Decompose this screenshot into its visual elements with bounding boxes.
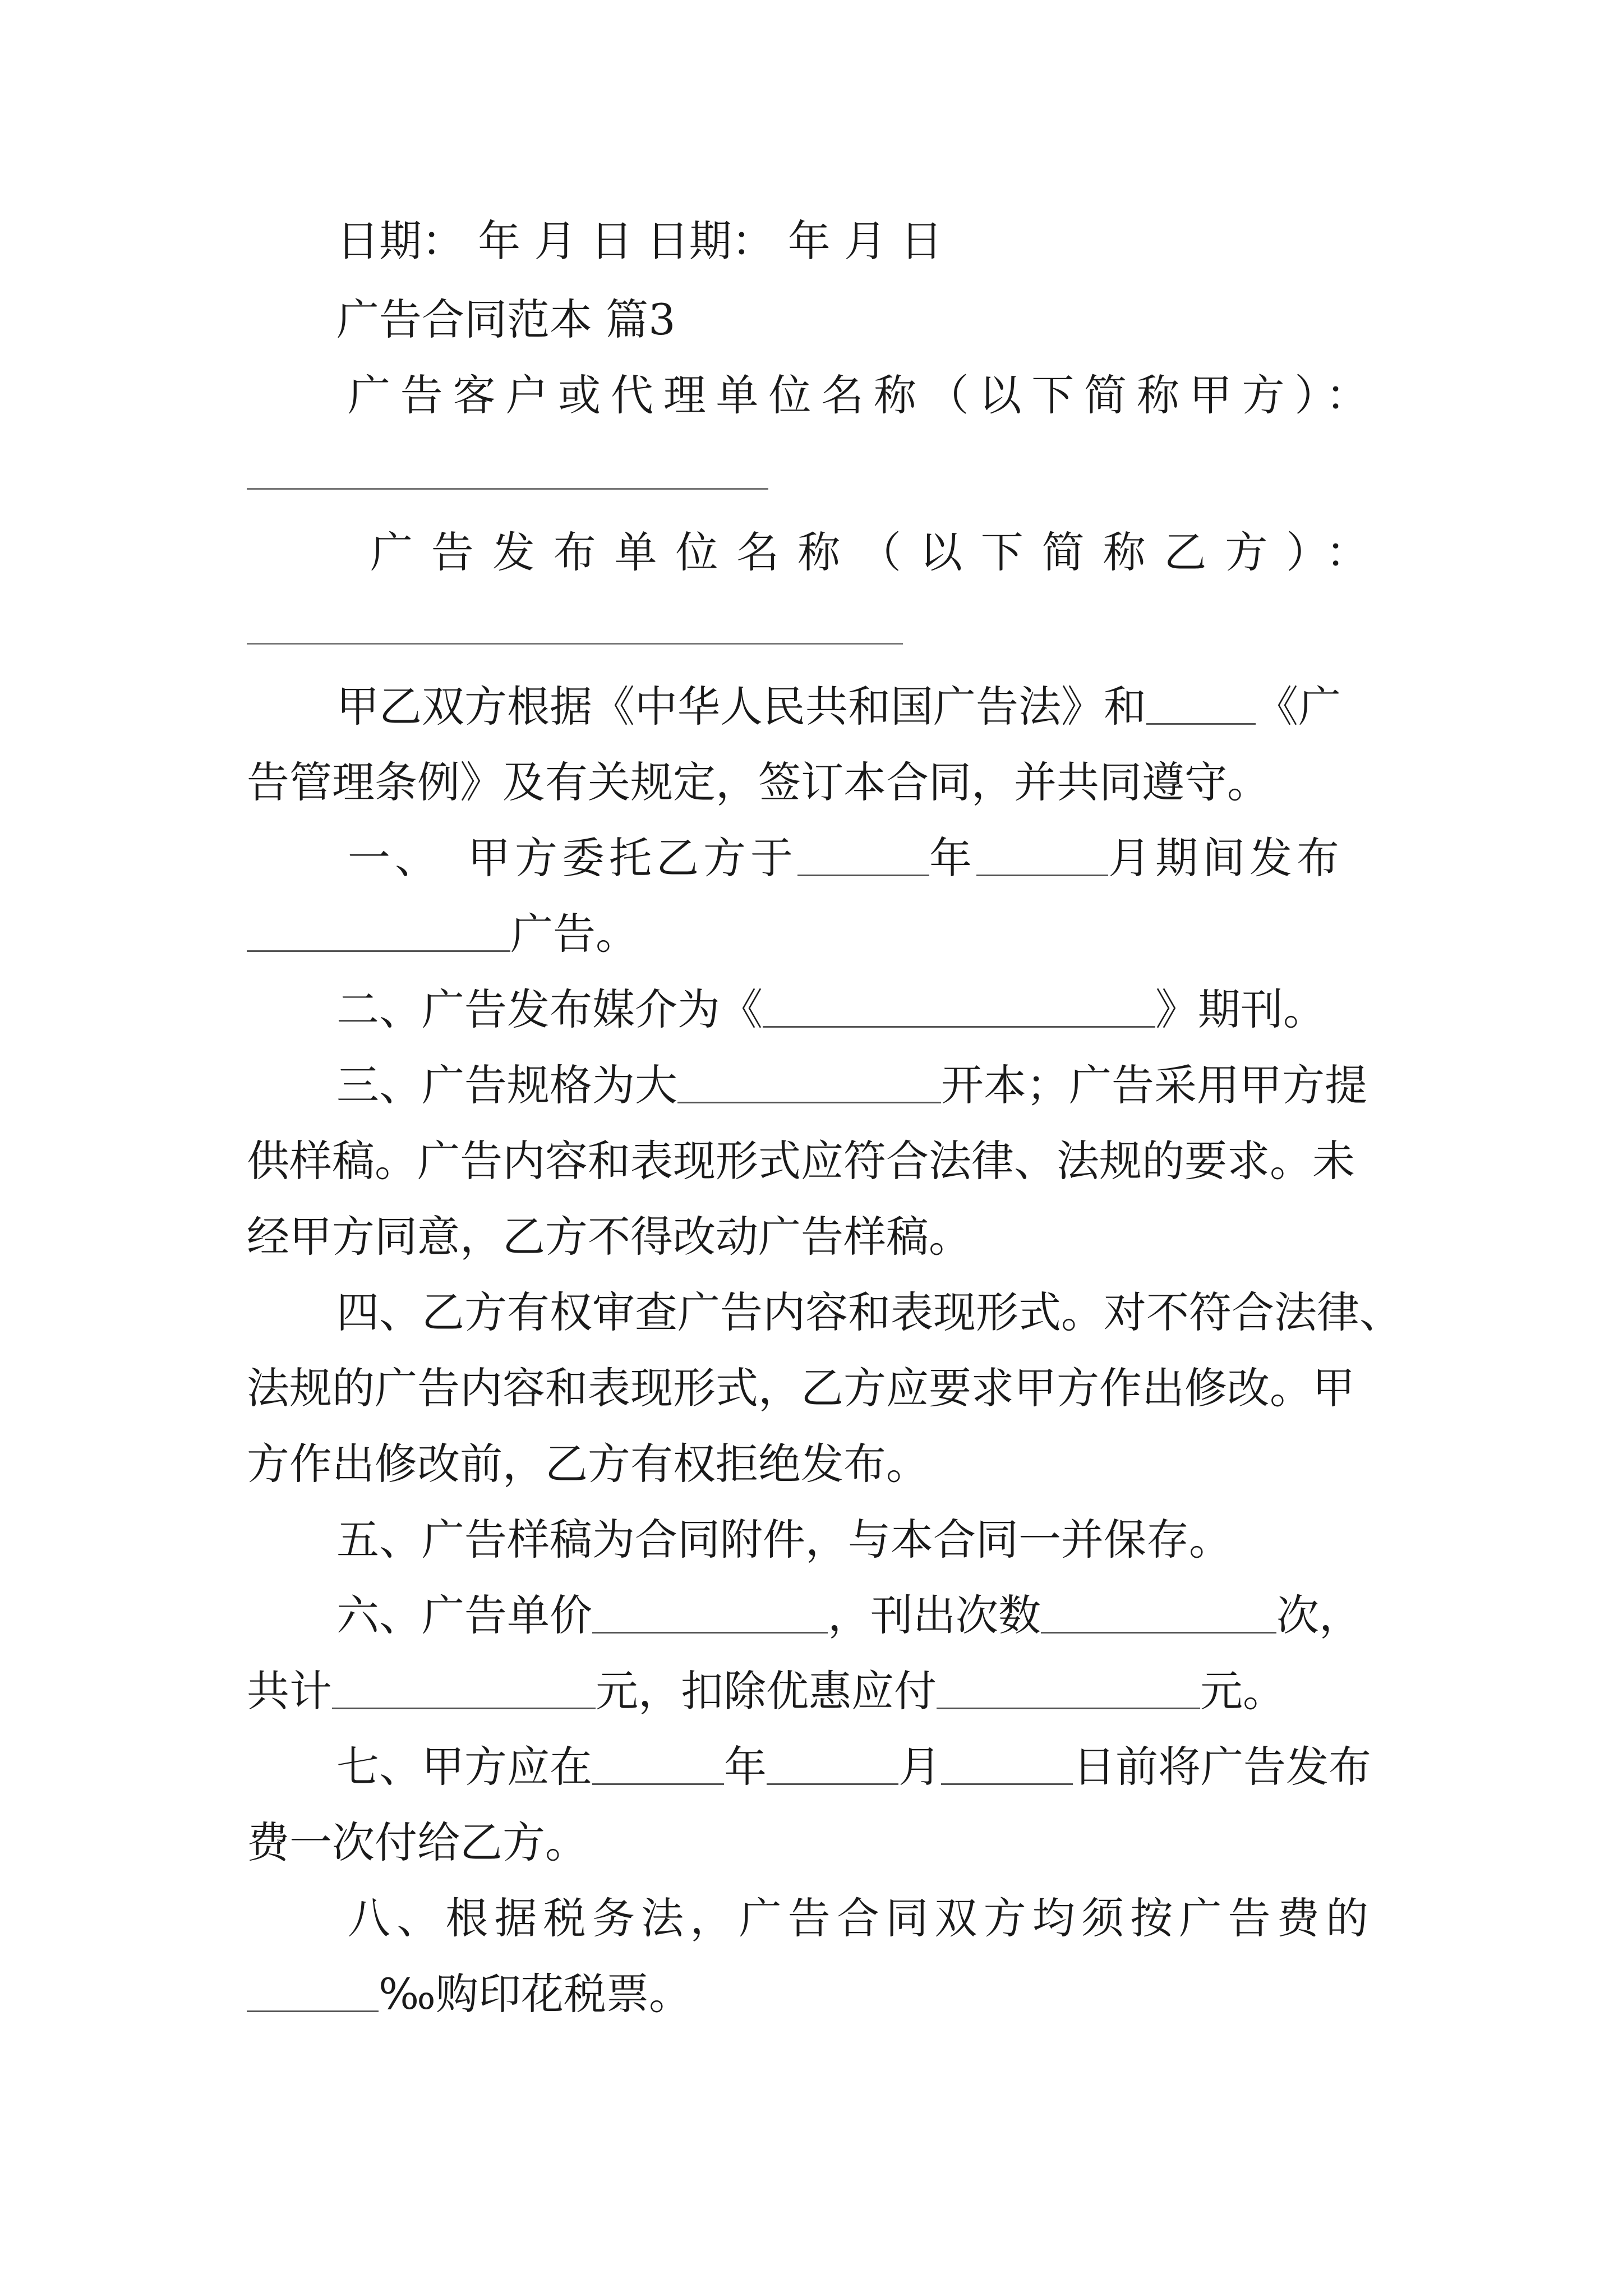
clause-2 [336, 982, 1481, 1038]
clause-6-text-c: 次， [1276, 1590, 1362, 1640]
intro-blank [1146, 684, 1256, 725]
intro-line-2: 告管理条例》及有关规定，签订本合同，并共同遵守。 [247, 757, 1270, 807]
clause-6-blank-payable [937, 1668, 1200, 1709]
clause-8-blank-rate [247, 1971, 379, 2012]
clause-6-text-a: 六、广告单价 [336, 1590, 592, 1640]
clause-3-text-b: 开本；广告采用甲方提 [941, 1060, 1367, 1110]
clause-3-line-1 [336, 1057, 1481, 1114]
clause-1-text-b: 年 [929, 833, 976, 883]
clause-4-line-3: 方作出修改前，乙方有权拒绝发布。 [247, 1439, 929, 1489]
clause-8-line-2 [247, 1966, 1391, 2022]
party-b-blank [247, 643, 903, 645]
party-a-line: 广告客户或代理单位名称（以下简称甲方）： [348, 370, 1368, 420]
clause-1-text-c: 月期间发布 [1108, 833, 1344, 883]
clause-4-line-1: 四、乙方有权审查广告内容和表现形式。对不符合法律、 [336, 1287, 1402, 1337]
clause-3-line-3: 经甲方同意，乙方不得改动广告样稿。 [247, 1212, 971, 1262]
date-line: 日期： 年 月 日 日期： 年 月 日 [336, 216, 943, 266]
clause-6-line-2 [247, 1663, 1391, 1719]
clause-7-text-a: 七、甲方应在 [336, 1742, 592, 1792]
clause-2-text-b: 》期刊。 [1155, 984, 1326, 1034]
clause-6-line-1 [336, 1588, 1481, 1644]
clause-2-blank [763, 987, 1155, 1028]
clause-1-line-1 [348, 830, 1492, 886]
party-b-line: 广告发布单位名称（以下简称乙方）： [370, 527, 1368, 577]
clause-1-line-2 [247, 906, 1391, 962]
clause-8-text: ‰购印花税票。 [379, 1969, 691, 2019]
clause-6-text-b: ，刊出次数 [828, 1590, 1041, 1640]
clause-6-blank-price [592, 1593, 828, 1634]
clause-4-line-2: 法规的广告内容和表现形式，乙方应要求甲方作出修改。甲 [247, 1363, 1355, 1413]
clause-7-text-b: 年 [724, 1742, 767, 1792]
clause-6-text-f: 元。 [1200, 1666, 1285, 1716]
clause-7-line-1 [336, 1739, 1481, 1795]
clause-2-text-a: 二、广告发布媒介为《 [336, 984, 763, 1034]
clause-7-text-d: 日前将广告发布 [1073, 1742, 1371, 1792]
clause-6-blank-count [1041, 1593, 1276, 1634]
clause-3-line-2: 供样稿。广告内容和表现形式应符合法律、法规的要求。未 [247, 1136, 1355, 1186]
clause-1-text-a: 一、 甲方委托乙方于 [348, 833, 797, 883]
clause-7-blank-month [767, 1744, 898, 1785]
intro-text-a: 甲乙双方根据《中华人民共和国广告法》和 [336, 682, 1146, 731]
clause-3-blank [677, 1062, 941, 1103]
section-heading: 广告合同范本 篇3 [336, 295, 676, 344]
clause-3-text-a: 三、广告规格为大 [336, 1060, 677, 1110]
clause-1-blank-month [976, 835, 1108, 876]
clause-5: 五、广告样稿为合同附件，与本合同一并保存。 [336, 1515, 1232, 1565]
clause-1-blank-ad [247, 911, 510, 952]
clause-7-line-2: 费一次付给乙方。 [247, 1818, 588, 1867]
party-a-blank [247, 488, 768, 490]
clause-6-text-e: 元，扣除优惠应付 [596, 1666, 937, 1716]
intro-line-1 [336, 679, 1481, 735]
clause-8-line-1: 八、根据税务法，广告合同双方均须按广告费的 [348, 1893, 1368, 1943]
clause-6-text-d: 共计 [247, 1666, 332, 1716]
clause-7-blank-year [592, 1744, 724, 1785]
clause-1-blank-year [797, 835, 929, 876]
clause-7-blank-day [941, 1744, 1073, 1785]
intro-text-b: 《广 [1256, 682, 1341, 731]
clause-7-text-c: 月 [898, 1742, 941, 1792]
clause-1-text-d: 广告。 [510, 909, 638, 959]
clause-6-blank-total [332, 1668, 596, 1709]
